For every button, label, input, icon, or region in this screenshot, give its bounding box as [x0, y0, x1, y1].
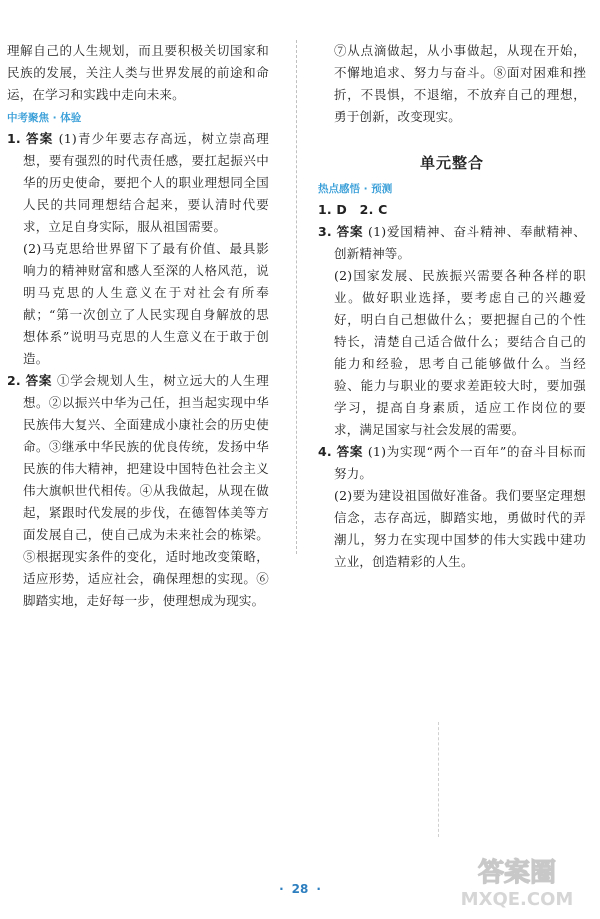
dashed-rule — [438, 722, 439, 837]
svg-text:答案圈: 答案圈 — [477, 858, 557, 888]
page-dot-icon: · — [279, 882, 284, 896]
question-4-answer — [318, 441, 586, 485]
question-number: 4. — [318, 444, 332, 459]
watermark-logo — [442, 851, 592, 911]
choice-answers: 1. D 2. C — [318, 202, 388, 217]
section-tag: 热点感悟 · 预测 — [318, 183, 393, 195]
unit-title: 单元整合 — [419, 154, 484, 172]
answer-text: ①学会规划人生，树立远大的人生理想。②以振兴中华为己任，担当起实现中华民族伟大复兴、全面建成小康社会的历史使命。③继承中华民族的优良传统，发扬中华民族的伟大精神，把建设中国特色社会主义伟大旗帜世代相传。④从我做起，从现在做起，紧跟时代发展的步伐，在德智体美等方面发展自己，使自己成为未来社会的栋梁。⑤根据现实条件的变化，适时地改变策略，适应形势，适应社会，确保理想的实现。⑥脚踏实地，走好每一步，使理想成为现实。 — [23, 373, 269, 608]
left-column — [7, 40, 269, 612]
right-column — [318, 40, 586, 573]
question-2-answer — [7, 370, 269, 612]
question-number: 1. — [7, 131, 21, 146]
page-number-value: 28 — [291, 882, 309, 896]
question-1-answer — [7, 128, 269, 238]
question-number: 3. — [318, 224, 332, 239]
section-tag: 中考聚焦 · 体验 — [7, 112, 82, 124]
question-3-answer — [318, 221, 586, 265]
paragraph-continuation: 理解自己的人生规划，而且要积极关切国家和民族的发展，关注人类与世界发展的前途和命运，在学习和实践中走向未来。 — [7, 43, 269, 102]
question-3-answer-part-2: (2)国家发展、民族振兴需要各种各样的职业。做好职业选择，要考虑自己的兴趣爱好，明白自己想做什么；要把握自己的个性特长，清楚自己适合做什么；要结合自己的能力和经验，思考自己能够做什么。当经验、能力与职业的要求差距较大时，要加强学习，提高自身素质，适应工作岗位的要求，满足国家与社会发展的需要。 — [334, 268, 586, 437]
question-number: 2. — [7, 373, 21, 388]
column-divider — [296, 40, 297, 554]
answer-text: (1)爱国精神、奋斗精神、奉献精神、创新精神等。 — [334, 224, 586, 261]
question-1-answer-part-2: (2)马克思给世界留下了最有价值、最具影响力的精神财富和感人至深的人格风范，说明马克思的人生意义在于对社会有所奉献；“第一次创立了人民实现自身解放的思想体系”说明马克思的人生意义在于敢于创造。 — [23, 241, 269, 366]
answer-label: 答案 — [336, 444, 364, 459]
answer-label: 答案 — [25, 373, 53, 388]
answer-label: 答案 — [26, 131, 54, 146]
answer-label: 答案 — [336, 224, 364, 239]
page-dot-icon: · — [316, 882, 321, 896]
questions-1-2-answers — [318, 199, 586, 221]
answer-text: (1)青少年要志存高远，树立崇高理想，要有强烈的时代责任感，要扛起振兴中华的历史使命，要把个人的职业理想同全国人民的共同理想结合起来，要认清时代要求，立足自身实际，服从祖国需要。 — [23, 131, 269, 234]
answer-text: (1)为实现“两个一百年”的奋斗目标而努力。 — [334, 444, 586, 481]
question-4-answer-part-2: (2)要为建设祖国做好准备。我们要坚定理想信念，志存高远，脚踏实地，勇做时代的弄潮儿，努力在实现中国梦的伟大实践中建功立业，创造精彩的人生。 — [334, 488, 586, 569]
svg-text:MXQE.COM: MXQE.COM — [460, 889, 574, 910]
paragraph-continuation: ⑦从点滴做起，从小事做起，从现在开始，不懈地追求、努力与奋斗。⑧面对困难和挫折，不畏惧，不退缩，不放弃自己的理想，勇于创新，改变现实。 — [334, 43, 586, 124]
